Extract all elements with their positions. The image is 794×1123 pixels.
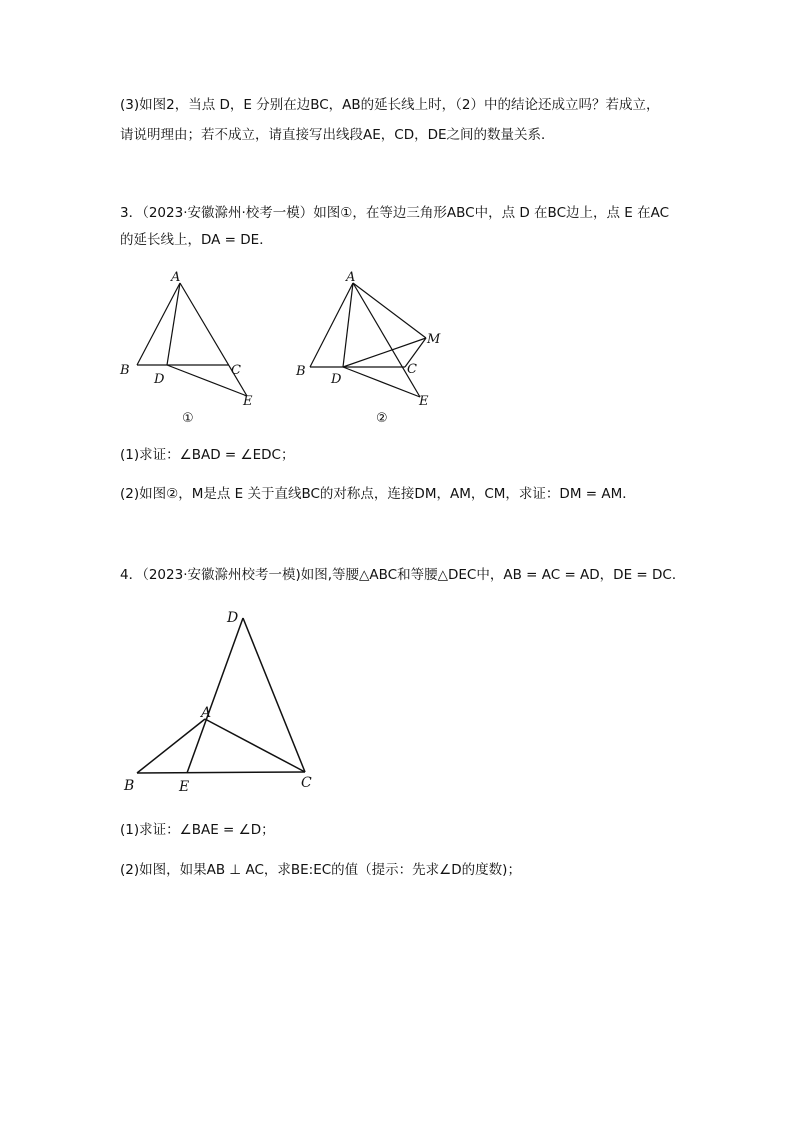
label-D: D bbox=[227, 610, 239, 626]
label-B: B bbox=[124, 778, 135, 794]
figure-2-triangle bbox=[290, 265, 450, 430]
label-B: B bbox=[120, 363, 130, 378]
label-D: D bbox=[331, 372, 342, 387]
figure-2-caption: ② bbox=[376, 411, 388, 426]
label-C: C bbox=[301, 775, 312, 791]
question-3-stem-line-2: 的延长线上，DA = DE． bbox=[120, 232, 273, 248]
label-C: C bbox=[231, 363, 241, 378]
figure-q4-triangle bbox=[115, 600, 330, 800]
question-3-part-1: (1)求证：∠BAD = ∠EDC； bbox=[120, 447, 295, 463]
question-4-stem: 4．（2023·安徽滁州校考一模)如图,等腰△ABC和等腰△DEC中，AB = AC = AD，DE = DC． bbox=[120, 567, 686, 583]
label-A: A bbox=[171, 270, 181, 285]
question-4-part-1: (1)求证：∠BAE = ∠D； bbox=[120, 822, 275, 838]
label-E: E bbox=[179, 779, 190, 795]
label-C: C bbox=[407, 362, 417, 377]
question-3-stem-line-1: 3．（2023·安徽滁州·校考一模）如图①，在等边三角形ABC中，点 D 在BC边上，点 E 在AC bbox=[120, 205, 670, 221]
figure-1-triangle bbox=[110, 265, 270, 430]
label-D: D bbox=[154, 372, 165, 387]
label-A: A bbox=[346, 270, 356, 285]
label-E: E bbox=[419, 394, 429, 409]
question-4-part-2: (2)如图，如果AB ⊥ AC，求BE:EC的值（提示：先求∠D的度数)； bbox=[120, 862, 521, 878]
part3-question-line-1: (3)如图2，当点 D，E 分别在边BC，AB的延长线上时，（2）中的结论还成立吗？若成立， bbox=[120, 97, 660, 113]
part3-question-line-2: 请说明理由；若不成立，请直接写出线段AE，CD，DE之间的数量关系． bbox=[120, 127, 555, 143]
label-E: E bbox=[243, 394, 253, 409]
label-M: M bbox=[427, 332, 441, 347]
label-B: B bbox=[296, 364, 306, 379]
question-3-part-2: (2)如图②，M是点 E 关于直线BC的对称点，连接DM，AM，CM，求证：DM = AM． bbox=[120, 486, 636, 502]
figure-1-caption: ① bbox=[182, 411, 194, 426]
label-A: A bbox=[201, 705, 212, 721]
